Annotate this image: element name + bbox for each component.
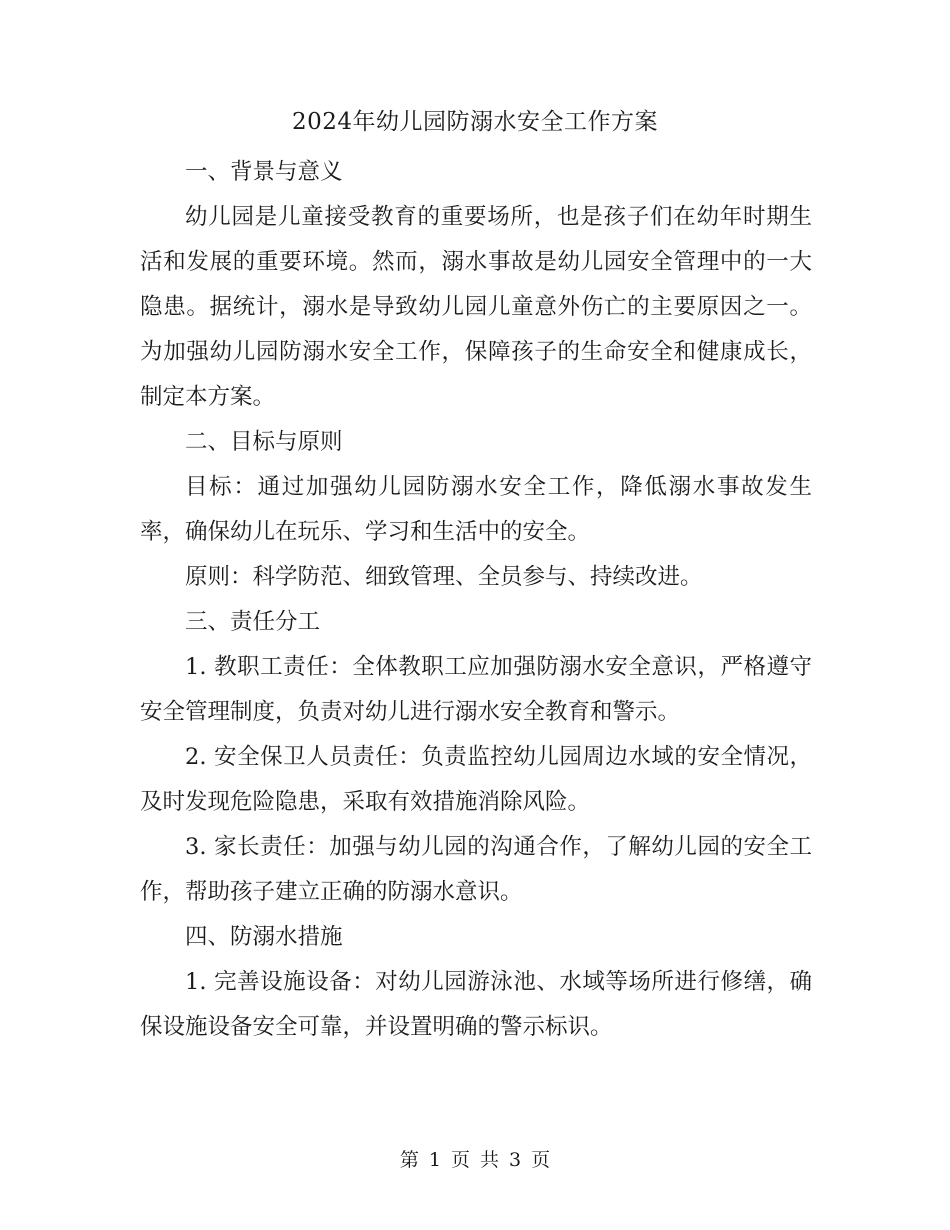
paragraph-principle: 原则：科学防范、细致管理、全员参与、持续改进。 <box>185 564 703 590</box>
section-heading-background: 一、背景与意义 <box>185 159 343 185</box>
section-heading-goals: 二、目标与原则 <box>185 429 343 455</box>
section-heading-measures: 四、防溺水措施 <box>185 924 343 950</box>
paragraph-parent-responsibility: 3. 家长责任：加强与幼儿园的沟通合作，了解幼儿园的安全工作，帮助孩子建立正确的防溺水意识。 <box>140 834 812 905</box>
paragraph-goal: 目标：通过加强幼儿园防溺水安全工作，降低溺水事故发生率，确保幼儿在玩乐、学习和生活中的安全。 <box>140 474 812 545</box>
paragraph-security-responsibility: 2. 安全保卫人员责任：负责监控幼儿园周边水域的安全情况，及时发现危险隐患，采取有效措施消除风险。 <box>140 744 812 815</box>
page-number-footer: 第 1 页 共 3 页 <box>399 1149 551 1171</box>
paragraph-background: 幼儿园是儿童接受教育的重要场所，也是孩子们在幼年时期生活和发展的重要环境。然而，溺水事故是幼儿园安全管理中的一大隐患。据统计，溺水是导致幼儿园儿童意外伤亡的主要原因之一。为加强幼儿园防溺水安全工作，保障孩子的生命安全和健康成长，制定本方案。 <box>140 204 812 410</box>
document-body <box>140 150 812 1050</box>
section-heading-responsibilities: 三、责任分工 <box>185 609 321 635</box>
paragraph-facilities-measure: 1. 完善设施设备：对幼儿园游泳池、水域等场所进行修缮，确保设施设备安全可靠，并设置明确的警示标识。 <box>140 969 812 1040</box>
document-title: 2024年幼儿园防溺水安全工作方案 <box>291 109 659 135</box>
paragraph-staff-responsibility: 1. 教职工责任：全体教职工应加强防溺水安全意识，严格遵守安全管理制度，负责对幼儿进行溺水安全教育和警示。 <box>140 654 812 725</box>
